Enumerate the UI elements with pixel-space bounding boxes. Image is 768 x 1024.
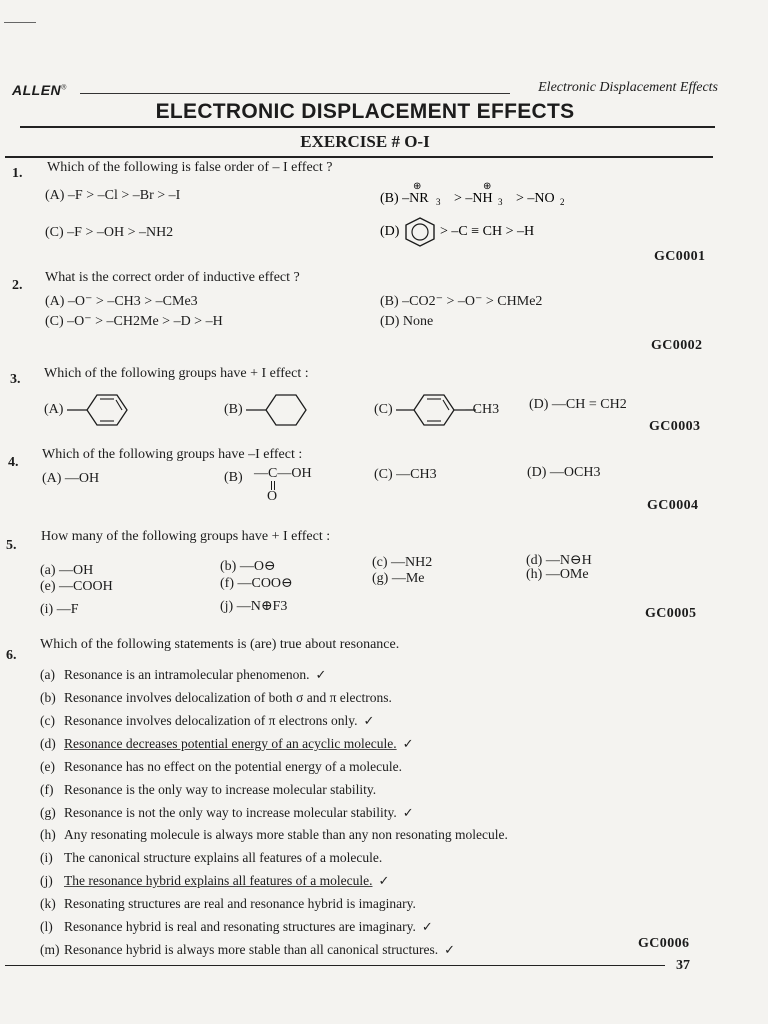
statement-item bbox=[40, 896, 416, 912]
svg-text:3: 3 bbox=[498, 197, 503, 207]
option-a: (A) –O⁻ > –CH3 > –CMe3 bbox=[45, 294, 198, 309]
question-text: What is the correct order of inductive effect ? bbox=[45, 270, 300, 285]
question-number: 1. bbox=[12, 166, 23, 181]
svg-text:2: 2 bbox=[560, 197, 565, 207]
statement-item bbox=[40, 736, 414, 752]
svg-text:3: 3 bbox=[436, 197, 441, 207]
option-c bbox=[374, 392, 499, 428]
carbonyl-oxygen: O bbox=[267, 489, 278, 504]
statement-text: Resonance decreases potential energy of an acyclic molecule. bbox=[64, 736, 397, 751]
statement-item bbox=[40, 667, 326, 683]
benzene-icon bbox=[406, 218, 434, 246]
option-a: (a) —OH bbox=[40, 563, 94, 578]
question-text: Which of the following groups have –I effect : bbox=[42, 447, 303, 462]
statement-label: (b) bbox=[40, 690, 56, 705]
scan-corner-mark bbox=[4, 22, 36, 23]
statement-text: Resonance involves delocalization of π electrons only. bbox=[64, 713, 358, 728]
option-j: (j) —N⊕F3 bbox=[220, 599, 288, 614]
question-code: GC0002 bbox=[651, 338, 703, 353]
statement-text: Resonance is not the only way to increase molecular stability. bbox=[64, 805, 397, 820]
option-b bbox=[380, 180, 590, 215]
statement-item bbox=[40, 850, 382, 866]
option-c: (C) –F > –OH > –NH2 bbox=[45, 225, 174, 240]
option-i: (i) —F bbox=[40, 602, 79, 617]
statement-label: (c) bbox=[40, 713, 55, 728]
svg-text:⊕: ⊕ bbox=[413, 181, 422, 192]
option-b-formula bbox=[380, 180, 590, 210]
statement-text: Resonance involves delocalization of both σ and π electrons. bbox=[64, 690, 392, 705]
option-b: (b) —O⊖ bbox=[220, 559, 276, 574]
option-b-label: (B) bbox=[224, 470, 243, 485]
statement-item bbox=[40, 873, 389, 889]
question-number: 3. bbox=[10, 372, 21, 387]
statement-text: Resonance has no effect on the potential energy of a molecule. bbox=[64, 759, 403, 774]
question-code: GC0004 bbox=[647, 498, 699, 513]
option-d: (D) —OCH3 bbox=[527, 465, 601, 480]
svg-text:> –C ≡ CH > –H: > –C ≡ CH > –H bbox=[440, 224, 535, 239]
option-d: (D) —CH = CH2 bbox=[529, 397, 627, 412]
statement-text: Resonance hybrid is always more stable than all canonical structures. bbox=[64, 942, 439, 957]
option-b bbox=[224, 392, 316, 428]
statement-label: (m) bbox=[40, 942, 60, 957]
question-text: Which of the following groups have + I effect : bbox=[44, 366, 309, 381]
question-code: GC0003 bbox=[649, 419, 701, 434]
svg-text:> –NO: > –NO bbox=[516, 191, 555, 206]
statement-label: (f) bbox=[40, 782, 54, 797]
option-c: (C) —CH3 bbox=[374, 467, 437, 482]
statement-text: The canonical structure explains all features of a molecule. bbox=[64, 850, 383, 865]
svg-text:(D): (D) bbox=[380, 224, 400, 239]
option-a bbox=[44, 392, 137, 428]
check-mark-icon: ✓ bbox=[378, 873, 390, 888]
question-text: Which of the following is false order of – I effect ? bbox=[47, 160, 333, 175]
statement-text: The resonance hybrid explains all features of a molecule. bbox=[64, 873, 373, 888]
statement-label: (k) bbox=[40, 896, 56, 911]
option-a: (A) –F > –Cl > –Br > –I bbox=[45, 188, 181, 203]
brand-name: ALLEN bbox=[12, 82, 62, 98]
question-text: How many of the following groups have + I effect : bbox=[41, 529, 331, 544]
statement-item bbox=[40, 919, 433, 935]
statement-text: Resonance hybrid is real and resonating structures are imaginary. bbox=[64, 919, 416, 934]
methyl-label: –CH3 bbox=[465, 402, 500, 418]
statement-item bbox=[40, 713, 374, 729]
option-b: (B) –CO2⁻ > –O⁻ > CHMe2 bbox=[380, 294, 543, 309]
question-code: GC0006 bbox=[638, 936, 690, 951]
question-text: Which of the following statements is (are) true about resonance. bbox=[40, 637, 400, 652]
header-rule bbox=[80, 93, 510, 94]
option-e: (e) —COOH bbox=[40, 579, 113, 594]
cyclohexane-icon bbox=[246, 392, 316, 428]
option-c: (C) –O⁻ > –CH2Me > –D > –H bbox=[45, 314, 223, 329]
option-d: (d) —N⊖H bbox=[526, 553, 592, 568]
toluene-ring-icon bbox=[396, 392, 476, 428]
title-rule bbox=[20, 126, 715, 128]
option-d bbox=[380, 214, 580, 253]
question-number: 4. bbox=[8, 455, 19, 470]
option-d-formula bbox=[380, 214, 580, 248]
option-g: (g) —Me bbox=[372, 571, 425, 586]
question-number: 2. bbox=[12, 278, 23, 293]
statement-text: Resonating structures are real and resonance hybrid is imaginary. bbox=[64, 896, 416, 911]
statement-item bbox=[40, 805, 414, 821]
check-mark-icon: ✓ bbox=[363, 713, 375, 728]
statement-label: (a) bbox=[40, 667, 55, 682]
statement-label: (i) bbox=[40, 850, 53, 865]
option-f: (f) —COO⊖ bbox=[220, 576, 293, 591]
question-number: 5. bbox=[6, 538, 17, 553]
statement-item bbox=[40, 827, 508, 843]
statement-item bbox=[40, 942, 455, 958]
statement-text: Any resonating molecule is always more stable than any non resonating molecule. bbox=[64, 827, 508, 842]
svg-text:(B) –NR: (B) –NR bbox=[380, 191, 429, 206]
check-mark-icon: ✓ bbox=[444, 942, 456, 957]
option-c-label: (C) bbox=[374, 402, 393, 418]
question-code: GC0005 bbox=[645, 606, 697, 621]
running-head: Electronic Displacement Effects bbox=[538, 80, 718, 95]
statement-label: (j) bbox=[40, 873, 53, 888]
option-b-label: (B) bbox=[224, 402, 243, 418]
statement-label: (l) bbox=[40, 919, 53, 934]
page-number: 37 bbox=[676, 958, 690, 973]
benzene-ring-icon bbox=[67, 392, 137, 428]
svg-text:⊕: ⊕ bbox=[483, 181, 492, 192]
check-mark-icon: ✓ bbox=[315, 667, 327, 682]
check-mark-icon: ✓ bbox=[402, 736, 414, 751]
option-b-formula: —C—OH bbox=[254, 466, 312, 481]
question-code: GC0001 bbox=[654, 249, 706, 264]
statement-text: Resonance is the only way to increase molecular stability. bbox=[64, 782, 377, 797]
option-a-label: (A) bbox=[44, 402, 64, 418]
brand-logo bbox=[12, 82, 67, 98]
statement-label: (d) bbox=[40, 736, 56, 751]
statement-text: Resonance is an intramolecular phenomenon. bbox=[64, 667, 310, 682]
exercise-rule bbox=[5, 156, 713, 158]
statement-label: (h) bbox=[40, 827, 56, 842]
footer-rule bbox=[5, 965, 665, 966]
check-mark-icon: ✓ bbox=[402, 805, 414, 820]
page-title: ELECTRONIC DISPLACEMENT EFFECTS bbox=[155, 100, 575, 123]
option-c: (c) —NH2 bbox=[372, 555, 433, 570]
svg-text:> –NH: > –NH bbox=[454, 191, 493, 206]
brand-registered-mark: ® bbox=[61, 84, 67, 92]
statement-item bbox=[40, 690, 392, 706]
option-d: (D) None bbox=[380, 314, 434, 329]
statement-label: (e) bbox=[40, 759, 55, 774]
check-mark-icon: ✓ bbox=[421, 919, 433, 934]
option-h: (h) —OMe bbox=[526, 567, 589, 582]
option-a: (A) —OH bbox=[42, 471, 100, 486]
question-number: 6. bbox=[6, 648, 17, 663]
statement-item bbox=[40, 759, 402, 775]
exercise-title: EXERCISE # O-I bbox=[300, 132, 430, 151]
statement-label: (g) bbox=[40, 805, 56, 820]
statement-item bbox=[40, 782, 376, 798]
